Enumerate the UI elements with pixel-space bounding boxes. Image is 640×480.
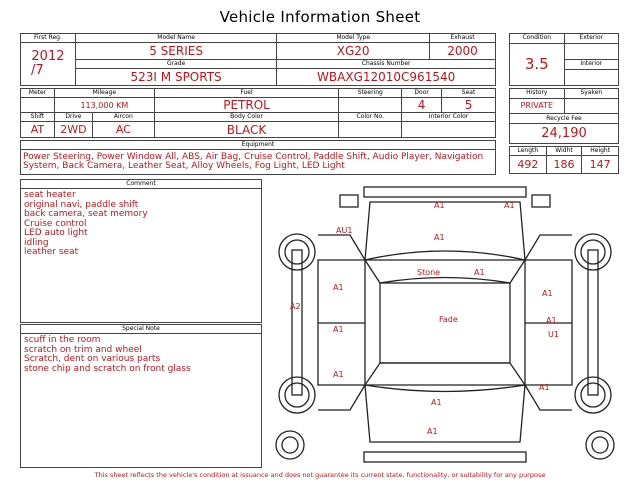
length-label: Length [510, 147, 547, 156]
model-type-label: Model Type [277, 34, 430, 43]
damage-label: AU1 [336, 226, 353, 235]
car-damage-diagram [270, 180, 620, 470]
mileage: 113,000 KM [54, 98, 154, 113]
damage-label: A1 [333, 370, 344, 379]
comment-line: seat heater [24, 190, 76, 200]
damage-label: A1 [546, 316, 557, 325]
damage-label: A1 [434, 233, 445, 242]
special-note-line: scuff in the room [24, 335, 101, 345]
exhaust: 2000 [430, 43, 496, 60]
damage-label: A1 [504, 201, 515, 210]
interior-value [564, 69, 618, 85]
damage-label: A1 [427, 427, 438, 436]
damage-label: Stone [417, 268, 441, 277]
color-no-label: Color No. [339, 113, 402, 122]
body-color-label: Body Color [154, 113, 339, 122]
recycle-label: Recycle Fee [510, 114, 619, 124]
interior-label: Interior [564, 60, 618, 70]
body-color: BLACK [154, 122, 339, 138]
meter-value [21, 98, 55, 113]
sheet-title: Vehicle Information Sheet [219, 8, 421, 26]
chassis-number: WBAXG12010C961540 [277, 69, 496, 86]
condition-table [509, 33, 619, 86]
steering-value [339, 98, 402, 113]
fuel: PETROL [154, 98, 339, 113]
comment-lines [21, 189, 261, 260]
damage-label: A1 [539, 383, 550, 392]
door-label: Door [402, 89, 442, 98]
damage-label: A1 [474, 268, 485, 277]
left-sill [292, 250, 302, 395]
aircon: AC [92, 122, 154, 138]
damage-label: A2 [290, 302, 301, 311]
model-type: XG20 [277, 43, 430, 60]
model-name-label: Model Name [75, 34, 276, 43]
left-front-fender [318, 235, 365, 260]
recycle-fee: 24,190 [510, 123, 619, 143]
equipment-table [20, 140, 496, 175]
grade-label: Grade [75, 60, 276, 69]
length-value: 492 [510, 156, 547, 174]
exterior-value [564, 43, 618, 59]
comment-box [20, 179, 262, 323]
exterior-label: Exterior [564, 34, 618, 44]
rear-window-outline [365, 363, 525, 392]
rear-bumper-outline [364, 452, 526, 462]
fuel-label: Fuel [154, 89, 339, 98]
interior-color-label: Interior Color [402, 113, 496, 122]
front-bumper-outline [364, 187, 526, 197]
drive-label: Drive [54, 113, 92, 122]
color-no-value [339, 122, 402, 138]
damage-label: A1 [431, 398, 442, 407]
damage-label: A1 [333, 283, 344, 292]
shift: AT [21, 122, 55, 138]
extra-wheel-left [276, 431, 304, 459]
condition-score: 3.5 [510, 43, 565, 85]
comment-line: leather seat [24, 247, 79, 257]
shift-label: Shift [21, 113, 55, 122]
chassis-label: Chassis Number [277, 60, 496, 69]
width-value: 186 [546, 156, 582, 174]
interior-color-value [402, 122, 496, 138]
damage-label: A1 [434, 201, 445, 210]
model-name: 5 SERIES [75, 43, 276, 60]
first-reg-value [21, 43, 76, 86]
drive: 2WD [54, 122, 92, 138]
comment-label: Comment [21, 180, 261, 189]
extra-wheel-right [586, 431, 614, 459]
comment-line: LED auto light [24, 228, 88, 238]
left-rear-fender [318, 385, 365, 410]
aircon-label: Aircon [92, 113, 154, 122]
right-sill [588, 250, 598, 395]
special-note-box [20, 324, 262, 468]
special-note-label: Special Note [21, 325, 261, 334]
first-reg-year: 2012 [31, 49, 65, 64]
condition-label: Condition [510, 34, 565, 44]
equipment-label: Equipment [21, 141, 496, 150]
comment-line: original navi, paddle shift [24, 199, 139, 210]
height-label: Height [582, 147, 619, 156]
steering-label: Steering [339, 89, 402, 98]
special-note-lines [21, 334, 261, 376]
syaken-label: Syaken [564, 89, 618, 99]
width-label: Widht [546, 147, 582, 156]
damage-label: Fade [439, 315, 458, 324]
special-note-line: scratch on trim and wheel [24, 344, 142, 355]
damage-label: A1 [333, 325, 344, 334]
door-count: 4 [402, 98, 442, 113]
comment-line: idling [24, 237, 49, 248]
damage-label: U1 [548, 330, 559, 339]
first-reg-month: /7 [31, 63, 44, 78]
disclaimer-footer: This sheet reflects the vehicle's condition at issuance and does not guarantee its current state, functionality, or suitability for any purpose [94, 471, 546, 479]
seat-label: Seat [442, 89, 496, 98]
model-table [20, 33, 496, 86]
comment-line: back camera, seat memory [24, 209, 148, 219]
history-label: History [510, 89, 565, 99]
exhaust-label: Exhaust [430, 34, 496, 43]
left-mirror [340, 195, 358, 207]
special-note-line: Scratch, dent on various parts [24, 354, 161, 364]
equipment-text: Power Steering, Power Window All, ABS, Air Bag, Cruise Control, Paddle Shift, Audio Player, Navigation System, Back Camera, Leather Seat, Alloy Wheels, Fog Light, LED Light [21, 150, 496, 175]
specs-table [20, 88, 496, 138]
seat-count: 5 [442, 98, 496, 113]
trunk-outline [365, 385, 525, 442]
history: PRIVATE [510, 98, 565, 114]
right-front-fender [525, 235, 572, 260]
right-mirror [532, 195, 550, 207]
mileage-label: Mileage [54, 89, 154, 98]
dimensions-table [509, 146, 619, 174]
syaken-value [564, 98, 618, 114]
windshield-outline [365, 251, 525, 283]
first-reg-label: First Reg. [21, 34, 76, 43]
height-value: 147 [582, 156, 619, 174]
history-table [509, 88, 619, 144]
special-note-line: stone chip and scratch on front glass [24, 363, 191, 374]
comment-line: Cruise control [24, 218, 87, 229]
grade: 523I M SPORTS [75, 69, 276, 86]
damage-label: A1 [542, 289, 553, 298]
meter-label: Meter [21, 89, 55, 98]
